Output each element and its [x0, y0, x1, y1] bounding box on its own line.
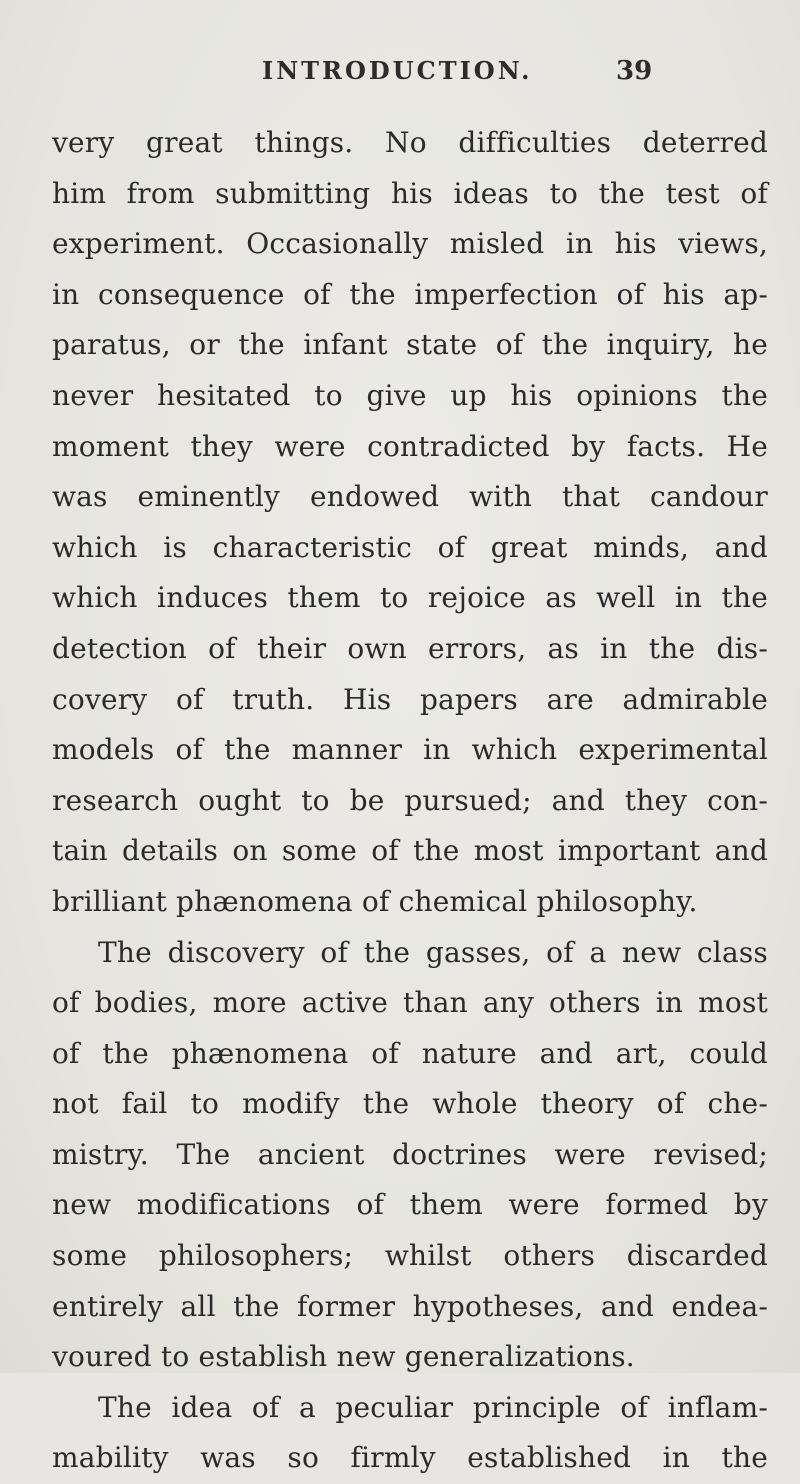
text-line: was eminently endowed with that candour	[52, 480, 768, 514]
text-line: mability was so firmly established in the	[52, 1441, 768, 1475]
text-line: moment they were contradicted by facts. He	[52, 429, 768, 463]
text-line: very great things. No difficulties deterred	[52, 126, 768, 159]
text-line: The discovery of the gasses, of a new class	[98, 935, 768, 969]
text-line: tain details on some of the most important and	[52, 834, 768, 868]
text-line: detection of their own errors, as in the dis-	[52, 631, 768, 665]
running-head	[0, 56, 800, 96]
text-line: mistry. The ancient doctrines were revised;	[52, 1137, 768, 1171]
text-line: some philosophers; whilst others discarded	[52, 1239, 768, 1273]
text-line: entirely all the former hypotheses, and endea-	[52, 1289, 768, 1323]
text-line: in consequence of the imperfection of his ap-	[52, 277, 768, 311]
text-line: paratus, or the infant state of the inquiry, he	[52, 328, 768, 362]
text-line: him from submitting his ideas to the test of	[52, 176, 768, 210]
text-line: The idea of a peculiar principle of inflam-	[98, 1390, 768, 1424]
text-line: never hesitated to give up his opinions the	[52, 378, 768, 412]
text-line: which is characteristic of great minds, and	[52, 530, 768, 564]
text-line: not fail to modify the whole theory of che-	[52, 1087, 768, 1121]
text-line: models of the manner in which experimental	[52, 733, 768, 767]
text-line: research ought to be pursued; and they con-	[52, 783, 768, 817]
text-line: which induces them to rejoice as well in the	[52, 581, 768, 615]
text-line: new modifications of them were formed by	[52, 1188, 768, 1222]
text-line: of bodies, more active than any others in most	[52, 986, 768, 1020]
text-line: experiment. Occasionally misled in his views,	[52, 227, 768, 261]
text-line: of the phænomena of nature and art, could	[52, 1036, 768, 1070]
text-line: covery of truth. His papers are admirable	[52, 682, 768, 716]
body-text	[52, 118, 768, 1484]
text-line: voured to establish new generalizations.	[52, 1340, 635, 1374]
page-number: 39	[616, 56, 653, 86]
text-line: brilliant phænomena of chemical philosophy.	[52, 884, 698, 918]
running-head-title: INTRODUCTION.	[262, 56, 533, 85]
